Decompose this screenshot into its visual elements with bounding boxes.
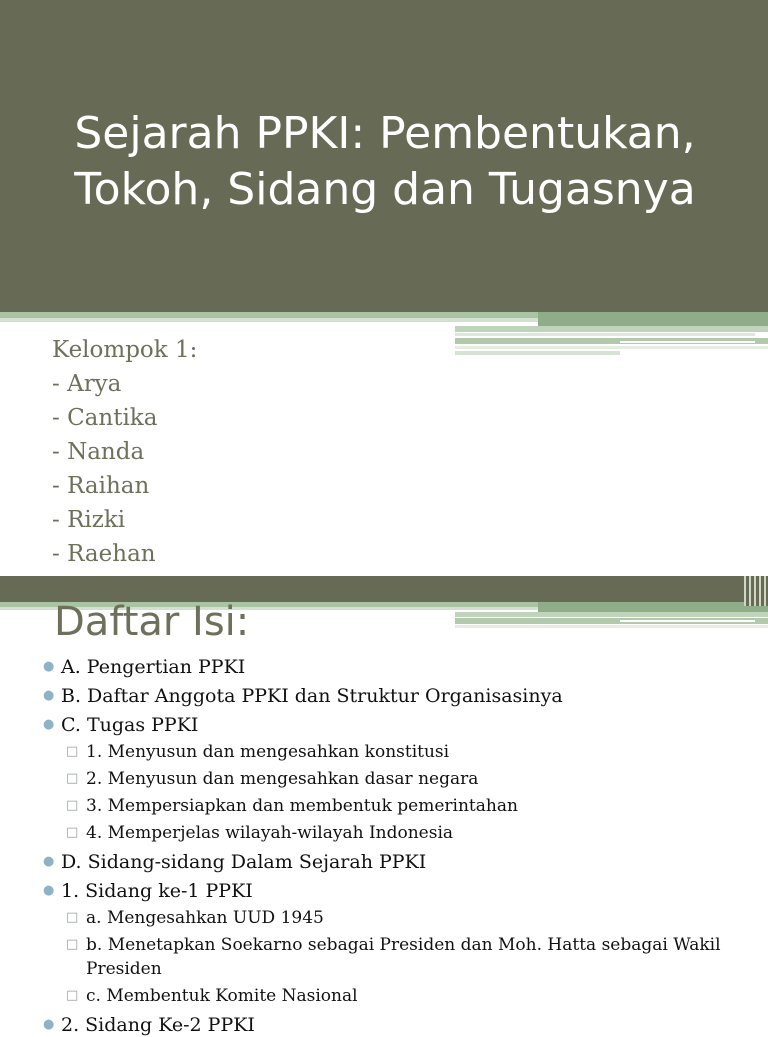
member-name: - Rizki — [52, 507, 126, 533]
toc-item — [0, 1013, 768, 1037]
toc-subitem — [0, 984, 768, 1008]
member-name: - Cantika — [52, 405, 158, 431]
member-name: - Nanda — [52, 439, 145, 465]
toc-item-text: 1. Sidang ke-1 PPKI — [61, 880, 253, 902]
toc-subitem — [0, 933, 768, 981]
slide-title-line-1: Sejarah PPKI: Pembentukan, — [74, 108, 696, 159]
square-bullet-icon: □ — [66, 744, 79, 759]
round-bullet-icon: ● — [43, 659, 55, 674]
decorative-stripe — [744, 576, 768, 606]
toc-item — [0, 655, 768, 679]
toc-item-text: D. Sidang-sidang Dalam Sejarah PPKI — [61, 851, 427, 873]
group-label: Kelompok 1: — [52, 337, 198, 363]
round-bullet-icon: ● — [43, 1017, 55, 1032]
decorative-stripe — [455, 346, 768, 349]
decorative-stripe — [455, 351, 620, 355]
toc-item-text: a. Mengesahkan UUD 1945 — [86, 908, 324, 928]
member-name: - Raehan — [52, 541, 156, 567]
slide-title-line-2: Tokoh, Sidang dan Tugasnya — [74, 164, 696, 215]
toc-item — [0, 684, 768, 708]
round-bullet-icon: ● — [43, 688, 55, 703]
toc-item-text: 2. Menyusun dan mengesahkan dasar negara — [86, 769, 479, 789]
square-bullet-icon: □ — [66, 988, 79, 1003]
decorative-stripe — [620, 341, 755, 343]
round-bullet-icon: ● — [43, 717, 55, 732]
group-member-list — [52, 333, 197, 571]
decorative-stripe — [455, 612, 768, 617]
toc-subitem — [0, 794, 768, 818]
toc-item-text: 1. Menyusun dan mengesahkan konstitusi — [86, 742, 450, 762]
square-bullet-icon: □ — [66, 910, 79, 925]
toc-item-text: c. Membentuk Komite Nasional — [86, 986, 358, 1006]
round-bullet-icon: ● — [43, 854, 55, 869]
toc-title: Daftar Isi: — [54, 599, 250, 645]
toc-item-text: b. Menetapkan Soekarno sebagai Presiden dan Moh. Hatta sebagai Wakil Presiden — [86, 935, 721, 979]
member-name: - Raihan — [52, 473, 150, 499]
decorative-stripe — [455, 326, 768, 332]
slide-title — [30, 106, 740, 218]
square-bullet-icon: □ — [66, 798, 79, 813]
toc-item — [0, 879, 768, 903]
toc-item-text: A. Pengertian PPKI — [61, 656, 246, 678]
square-bullet-icon: □ — [66, 825, 79, 840]
toc-list — [0, 650, 768, 1037]
toc-item-text: 3. Mempersiapkan dan membentuk pemerintahan — [86, 796, 518, 816]
toc-item — [0, 850, 768, 874]
decorative-stripe — [455, 333, 755, 336]
toc-subitem — [0, 906, 768, 930]
toc-item-text: 4. Memperjelas wilayah-wilayah Indonesia — [86, 823, 454, 843]
member-name: - Arya — [52, 371, 122, 397]
decorative-stripe — [620, 620, 755, 622]
toc-item-text: 2. Sidang Ke-2 PPKI — [61, 1014, 255, 1036]
round-bullet-icon: ● — [43, 883, 55, 898]
decorative-stripe — [455, 625, 768, 628]
toc-subitem — [0, 767, 768, 791]
toc-item-text: B. Daftar Anggota PPKI dan Struktur Organisasinya — [61, 685, 563, 707]
toc-item — [0, 713, 768, 737]
toc-subitem — [0, 740, 768, 764]
square-bullet-icon: □ — [66, 937, 79, 952]
square-bullet-icon: □ — [66, 771, 79, 786]
toc-item-text: C. Tugas PPKI — [61, 714, 199, 736]
toc-subitem — [0, 821, 768, 845]
